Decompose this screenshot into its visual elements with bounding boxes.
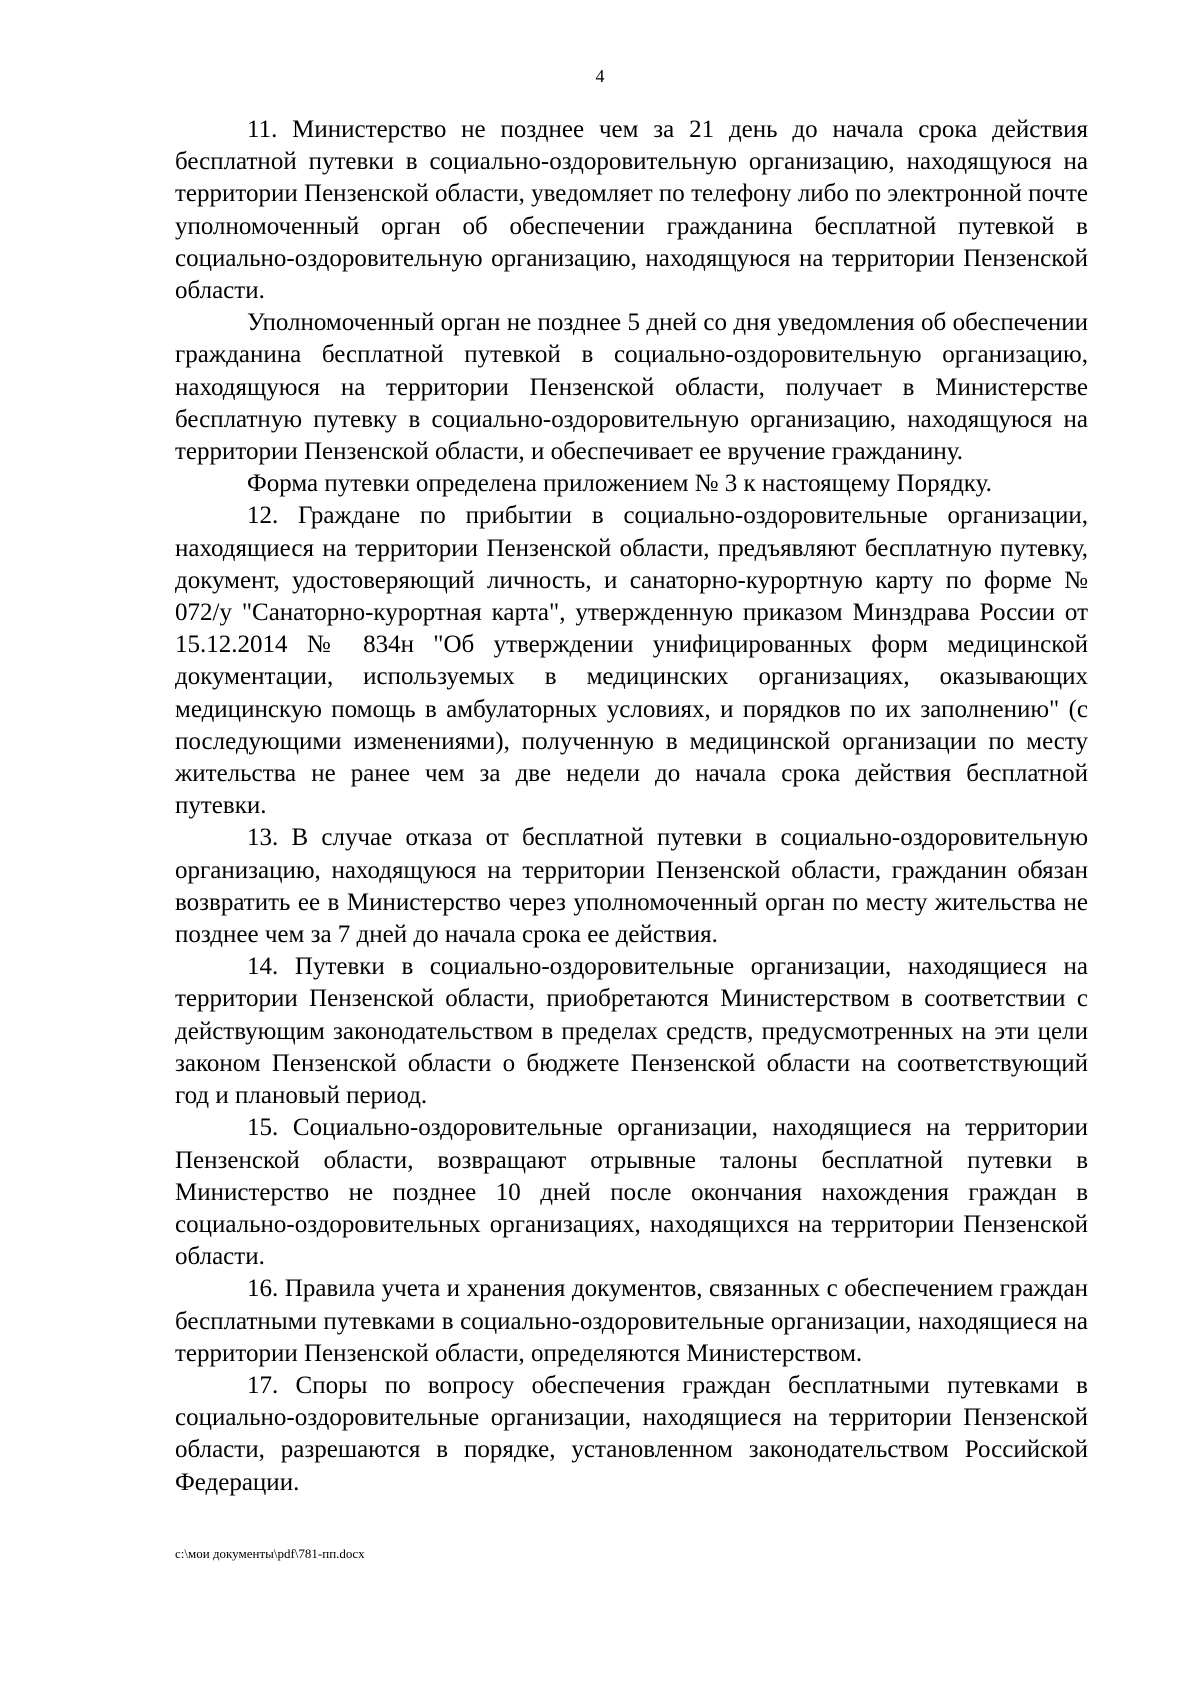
paragraph-voucher-form: Форма путевки определена приложением № 3 к настоящему Порядку.: [247, 470, 992, 498]
paragraph-item-12: 12. Граждане по прибытии в социально-оздоровительные организации, находящиеся на территории Пензенской области, предъявляют бесплатную путевку, документ, удостоверяющий личность, и санаторно-курортную карту по форме № 072/у "Санаторно-курортная карта", утвержденную приказом Минздрава России от 15.12.2014 № 834н "Об утверждении унифицированных форм медицинской документации, используемых в медицинских организациях, оказывающих медицинскую помощь в амбулаторных условиях, и порядков по их заполнению" (с последующими изменениями), полученную в медицинской организации по месту жительства не ранее чем за две недели до начала срока действия бесплатной путевки.: [175, 502, 1088, 820]
paragraph-item-16: 16. Правила учета и хранения документов, связанных с обеспечением граждан бесплатными путевками в социально-оздоровительные организации, находящиеся на территории Пензенской области, определяются Министерством.: [175, 1275, 1088, 1367]
paragraph-item-15: 15. Социально-оздоровительные организации, находящиеся на территории Пензенской области, возвращают отрывные талоны бесплатной путевки в Министерство не позднее 10 дней после окончания нахождения граждан в социально-оздоровительных организациях, находящихся на территории Пензенской области.: [175, 1114, 1088, 1271]
paragraph-item-17: 17. Споры по вопросу обеспечения граждан бесплатными путевками в социально-оздоровительные организации, находящиеся на территории Пензенской области, разрешаются в порядке, установленном законодательством Российской Федерации.: [175, 1371, 1088, 1496]
paragraph-item-14: 14. Путевки в социально-оздоровительные организации, находящиеся на территории Пензенской области, приобретаются Министерством в соответствии с действующим законодательством в пределах средств, предусмотренных на эти цели законом Пензенской области о бюджете Пензенской области на соответствующий год и плановый период.: [175, 953, 1088, 1110]
paragraph-authorized-body: Уполномоченный орган не позднее 5 дней со дня уведомления об обеспечении гражданина бесплатной путевкой в социально-оздоровительную организацию, находящуюся на территории Пензенской области, получает в Министерстве бесплатную путевку в социально-оздоровительную организацию, находящуюся на территории Пензенской области, и обеспечивает ее вручение гражданину.: [175, 309, 1088, 466]
paragraph-item-13: 13. В случае отказа от бесплатной путевки в социально-оздоровительную организацию, находящуюся на территории Пензенской области, гражданин обязан возвратить ее в Министерство через уполномоченный орган по месту жительства не позднее чем за 7 дней до начала срока ее действия.: [175, 824, 1088, 949]
document-body: [175, 114, 1088, 1499]
footer-file-path: c:\мои документы\pdf\781-пп.docx: [175, 1546, 365, 1561]
paragraph-item-11: 11. Министерство не позднее чем за 21 день до начала срока действия бесплатной путевки в социально-оздоровительную организацию, находящуюся на территории Пензенской области, уведомляет по телефону либо по электронной почте уполномоченный орган об обеспечении гражданина бесплатной путевкой в социально-оздоровительную организацию, находящуюся на территории Пензенской области.: [175, 116, 1088, 305]
page-number: 4: [595, 66, 605, 86]
